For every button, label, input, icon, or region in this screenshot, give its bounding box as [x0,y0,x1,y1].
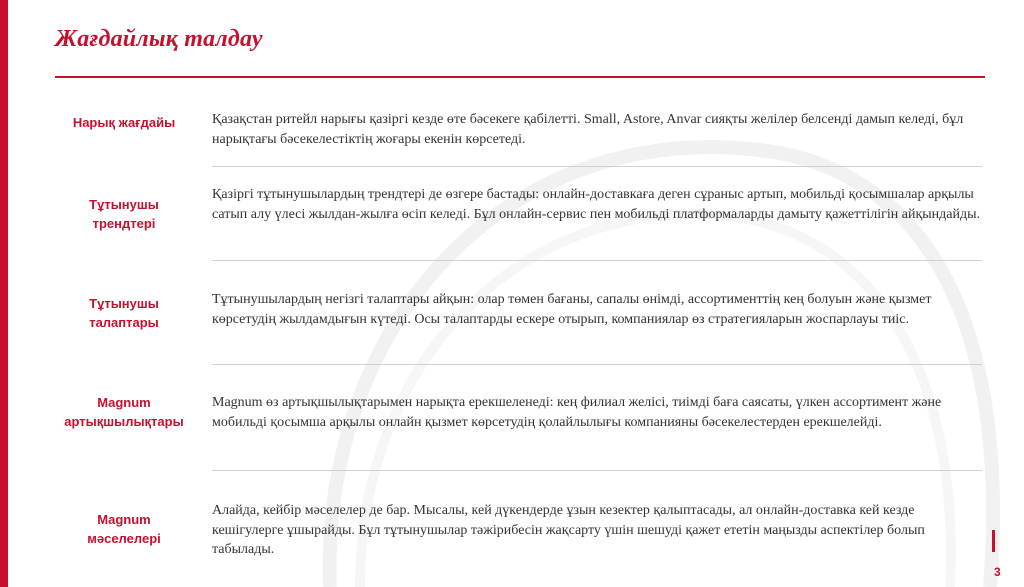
row-label-consumer-requirements: Тұтынушы талаптары [89,296,159,330]
row-divider [212,364,982,365]
row-label-consumer-trends: Тұтынушы трендтері [89,197,159,231]
row-text-consumer-trends: Қазіргі тұтынушылардың трендтері де өзгере бастады: онлайн-доставкаға деген сұраныс артып, мобильді қосымшалар арқылы сатып алу үлесі жылдан-жылға өсіп келеді. Бұл онлайн-сервис пен мобильді платформаларды дамыту қажеттілігін айқындайды. [212,187,981,222]
title-underline [55,76,985,78]
row-text-consumer-requirements: Тұтынушылардың негізгі талаптары айқын: олар төмен бағаны, сапалы өнімді, ассортименттің кең болуын және қызмет көрсетудің жылдамдығын күтеді. Осы талаптарды ескере отырып, компаниялар өз стратегияларын жоспарлауы тиіс. [212,292,932,327]
row-divider [212,470,982,471]
page-number: 3 [994,565,1001,579]
page-number-bar [992,530,995,552]
row-text-magnum-problems: Алайда, кейбір мәселелер де бар. Мысалы, кей дүкендерде ұзын кезектер қалыптасады, ал онлайн-доставка кей кезде кешігулерге ұшырайды. Бұл тұтынушылар тәжірибесін жақсарту үшін шешуді қажет ететін маңызды аспектілер болып табылады. [212,503,925,557]
row-label-magnum-problems: Magnum мәселелері [87,512,161,546]
row-label-market-situation: Нарық жағдайы [72,115,176,130]
row-label-magnum-advantages: Magnum артықшылықтары [64,395,184,429]
row-text-magnum-advantages: Magnum өз артықшылықтарымен нарықта ерекшеленеді: кең филиал желісі, тиімді баға саясаты, үлкен ассортимент және мобильді қосымша арқылы онлайн қызмет көрсетудің қолайлылығы компанияны бәсекелестерден ерекшелейді. [212,395,942,430]
row-divider [212,166,982,167]
row-divider [212,260,982,261]
left-accent-stripe [0,0,8,587]
row-text-market-situation: Қазақстан ритейл нарығы қазіргі кезде өте бәсекеге қабілетті. Small, Astore, Anvar сияқты желілер белсенді дамып келеді, бұл нарықтағы бәсекелестіктің жоғары екенін көрсетеді. [212,112,964,147]
slide-title: Жағдайлық талдау [55,26,263,52]
